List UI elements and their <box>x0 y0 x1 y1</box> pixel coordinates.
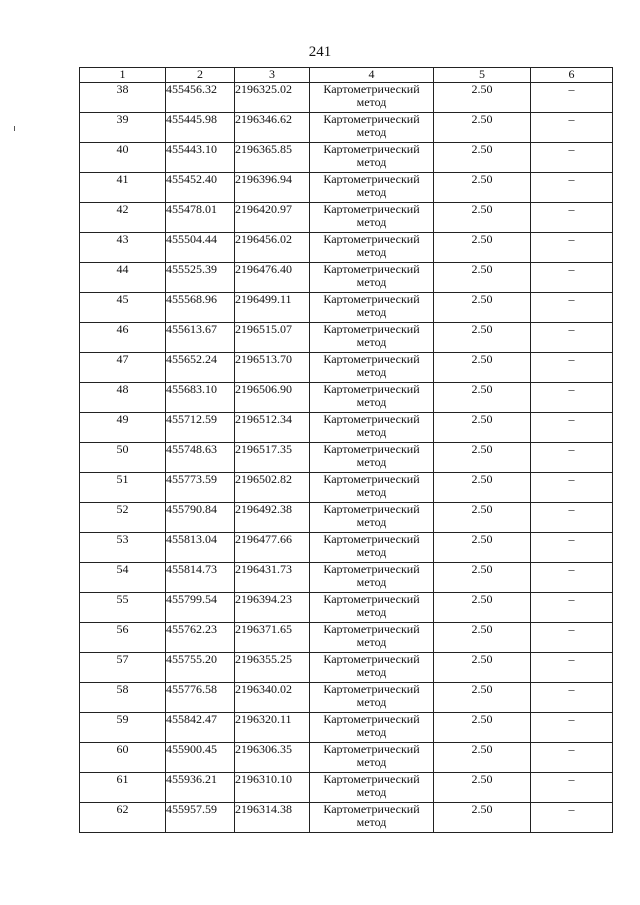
coordinate-x: 455456.32 <box>166 83 235 113</box>
method-line-1: Картометрический <box>323 322 420 336</box>
note-dash: – <box>531 113 613 143</box>
method-line-2: метод <box>356 275 387 289</box>
method-line-1: Картометрический <box>323 802 420 816</box>
note-dash: – <box>531 323 613 353</box>
table-row <box>80 113 613 143</box>
table-body <box>80 83 613 833</box>
method-line-2: метод <box>356 95 387 109</box>
coordinate-x: 455525.39 <box>166 263 235 293</box>
coordinate-x: 455445.98 <box>166 113 235 143</box>
table-row <box>80 713 613 743</box>
method-cell <box>310 743 434 773</box>
coordinate-x: 455813.04 <box>166 533 235 563</box>
method-line-2: метод <box>356 755 387 769</box>
note-dash: – <box>531 473 613 503</box>
coordinate-x: 455712.59 <box>166 413 235 443</box>
point-number: 40 <box>80 143 166 173</box>
table-row <box>80 203 613 233</box>
method-line-1: Картометрический <box>323 622 420 636</box>
coordinate-x: 455776.58 <box>166 683 235 713</box>
table-row <box>80 323 613 353</box>
method-cell <box>310 173 434 203</box>
coordinate-x: 455936.21 <box>166 773 235 803</box>
method-cell <box>310 713 434 743</box>
note-dash: – <box>531 653 613 683</box>
coordinate-x: 455957.59 <box>166 803 235 833</box>
note-dash: – <box>531 203 613 233</box>
accuracy-value: 2.50 <box>434 263 531 293</box>
table-row <box>80 413 613 443</box>
method-line-2: метод <box>356 695 387 709</box>
point-number: 39 <box>80 113 166 143</box>
note-dash: – <box>531 353 613 383</box>
method-line-1: Картометрический <box>323 712 420 726</box>
table-row <box>80 143 613 173</box>
note-dash: – <box>531 443 613 473</box>
method-line-1: Картометрический <box>323 352 420 366</box>
coordinate-y: 2196396.94 <box>235 173 310 203</box>
table-row <box>80 473 613 503</box>
coordinate-y: 2196477.66 <box>235 533 310 563</box>
accuracy-value: 2.50 <box>434 473 531 503</box>
method-cell <box>310 593 434 623</box>
method-cell <box>310 233 434 263</box>
method-line-2: метод <box>356 305 387 319</box>
point-number: 52 <box>80 503 166 533</box>
table-row <box>80 173 613 203</box>
accuracy-value: 2.50 <box>434 143 531 173</box>
point-number: 57 <box>80 653 166 683</box>
table-row <box>80 383 613 413</box>
method-line-2: метод <box>356 155 387 169</box>
point-number: 62 <box>80 803 166 833</box>
column-header-accuracy: 5 <box>434 68 531 83</box>
coordinate-x: 455755.20 <box>166 653 235 683</box>
coordinate-x: 455748.63 <box>166 443 235 473</box>
note-dash: – <box>531 173 613 203</box>
method-line-2: метод <box>356 395 387 409</box>
note-dash: – <box>531 743 613 773</box>
point-number: 53 <box>80 533 166 563</box>
method-cell <box>310 683 434 713</box>
note-dash: – <box>531 413 613 443</box>
point-number: 50 <box>80 443 166 473</box>
coordinate-x: 455842.47 <box>166 713 235 743</box>
coordinate-y: 2196420.97 <box>235 203 310 233</box>
table-row <box>80 743 613 773</box>
method-cell <box>310 383 434 413</box>
accuracy-value: 2.50 <box>434 713 531 743</box>
method-cell <box>310 293 434 323</box>
method-line-1: Картометрический <box>323 472 420 486</box>
point-number: 51 <box>80 473 166 503</box>
coordinate-x: 455900.45 <box>166 743 235 773</box>
coordinate-x: 455568.96 <box>166 293 235 323</box>
method-cell <box>310 503 434 533</box>
note-dash: – <box>531 683 613 713</box>
note-dash: – <box>531 533 613 563</box>
coordinate-y: 2196355.25 <box>235 653 310 683</box>
coordinate-y: 2196365.85 <box>235 143 310 173</box>
note-dash: – <box>531 593 613 623</box>
accuracy-value: 2.50 <box>434 623 531 653</box>
method-line-2: метод <box>356 425 387 439</box>
accuracy-value: 2.50 <box>434 533 531 563</box>
table-row <box>80 353 613 383</box>
method-line-2: метод <box>356 605 387 619</box>
method-line-1: Картометрический <box>323 682 420 696</box>
accuracy-value: 2.50 <box>434 413 531 443</box>
method-line-2: метод <box>356 365 387 379</box>
table-row <box>80 563 613 593</box>
method-cell <box>310 203 434 233</box>
coordinate-x: 455443.10 <box>166 143 235 173</box>
point-number: 55 <box>80 593 166 623</box>
column-header-y: 3 <box>235 68 310 83</box>
method-line-1: Картометрический <box>323 742 420 756</box>
method-cell <box>310 773 434 803</box>
accuracy-value: 2.50 <box>434 683 531 713</box>
method-cell <box>310 653 434 683</box>
point-number: 43 <box>80 233 166 263</box>
table-row <box>80 533 613 563</box>
table-row <box>80 623 613 653</box>
accuracy-value: 2.50 <box>434 503 531 533</box>
coordinate-x: 455504.44 <box>166 233 235 263</box>
coordinate-y: 2196515.07 <box>235 323 310 353</box>
table-row <box>80 593 613 623</box>
coordinate-y: 2196456.02 <box>235 233 310 263</box>
note-dash: – <box>531 773 613 803</box>
accuracy-value: 2.50 <box>434 443 531 473</box>
method-cell <box>310 623 434 653</box>
coordinate-x: 455762.23 <box>166 623 235 653</box>
accuracy-value: 2.50 <box>434 233 531 263</box>
accuracy-value: 2.50 <box>434 323 531 353</box>
method-cell <box>310 113 434 143</box>
method-line-1: Картометрический <box>323 442 420 456</box>
method-line-2: метод <box>356 665 387 679</box>
coordinate-y: 2196431.73 <box>235 563 310 593</box>
accuracy-value: 2.50 <box>434 563 531 593</box>
note-dash: – <box>531 803 613 833</box>
coordinate-x: 455814.73 <box>166 563 235 593</box>
method-cell <box>310 83 434 113</box>
table-row <box>80 263 613 293</box>
method-line-1: Картометрический <box>323 772 420 786</box>
scan-mark <box>14 126 15 131</box>
table-row <box>80 653 613 683</box>
method-cell <box>310 563 434 593</box>
table-row <box>80 233 613 263</box>
method-line-2: метод <box>356 125 387 139</box>
method-line-1: Картометрический <box>323 142 420 156</box>
point-number: 49 <box>80 413 166 443</box>
method-line-1: Картометрический <box>323 262 420 276</box>
coordinate-x: 455478.01 <box>166 203 235 233</box>
accuracy-value: 2.50 <box>434 83 531 113</box>
point-number: 46 <box>80 323 166 353</box>
method-line-1: Картометрический <box>323 652 420 666</box>
method-line-1: Картометрический <box>323 502 420 516</box>
table-header-row <box>80 68 613 83</box>
point-number: 60 <box>80 743 166 773</box>
accuracy-value: 2.50 <box>434 173 531 203</box>
method-line-2: метод <box>356 575 387 589</box>
point-number: 45 <box>80 293 166 323</box>
coordinate-y: 2196306.35 <box>235 743 310 773</box>
point-number: 48 <box>80 383 166 413</box>
point-number: 44 <box>80 263 166 293</box>
coordinate-y: 2196394.23 <box>235 593 310 623</box>
coordinate-x: 455773.59 <box>166 473 235 503</box>
method-line-1: Картометрический <box>323 292 420 306</box>
coordinate-y: 2196371.65 <box>235 623 310 653</box>
table-row <box>80 293 613 323</box>
method-line-1: Картометрический <box>323 82 420 96</box>
method-line-2: метод <box>356 215 387 229</box>
method-cell <box>310 473 434 503</box>
point-number: 47 <box>80 353 166 383</box>
method-line-1: Картометрический <box>323 562 420 576</box>
coordinate-x: 455613.67 <box>166 323 235 353</box>
column-header-number: 1 <box>80 68 166 83</box>
coordinate-y: 2196492.38 <box>235 503 310 533</box>
note-dash: – <box>531 233 613 263</box>
method-line-2: метод <box>356 515 387 529</box>
method-cell <box>310 323 434 353</box>
point-number: 54 <box>80 563 166 593</box>
table-row <box>80 773 613 803</box>
coordinate-y: 2196476.40 <box>235 263 310 293</box>
coordinate-y: 2196314.38 <box>235 803 310 833</box>
method-line-2: метод <box>356 635 387 649</box>
coordinate-y: 2196517.35 <box>235 443 310 473</box>
method-cell <box>310 143 434 173</box>
coordinate-y: 2196512.34 <box>235 413 310 443</box>
method-line-2: метод <box>356 725 387 739</box>
coordinates-table <box>79 67 613 833</box>
method-cell <box>310 443 434 473</box>
method-line-2: метод <box>356 185 387 199</box>
table-row <box>80 683 613 713</box>
note-dash: – <box>531 503 613 533</box>
table-row <box>80 503 613 533</box>
coordinate-y: 2196325.02 <box>235 83 310 113</box>
point-number: 59 <box>80 713 166 743</box>
method-line-1: Картометрический <box>323 412 420 426</box>
coordinate-y: 2196499.11 <box>235 293 310 323</box>
method-line-1: Картометрический <box>323 172 420 186</box>
method-line-2: метод <box>356 455 387 469</box>
accuracy-value: 2.50 <box>434 653 531 683</box>
accuracy-value: 2.50 <box>434 293 531 323</box>
point-number: 42 <box>80 203 166 233</box>
method-line-2: метод <box>356 485 387 499</box>
method-cell <box>310 533 434 563</box>
column-header-method: 4 <box>310 68 434 83</box>
accuracy-value: 2.50 <box>434 353 531 383</box>
coordinate-y: 2196310.10 <box>235 773 310 803</box>
note-dash: – <box>531 83 613 113</box>
note-dash: – <box>531 143 613 173</box>
point-number: 56 <box>80 623 166 653</box>
note-dash: – <box>531 263 613 293</box>
table-row <box>80 803 613 833</box>
table-row <box>80 83 613 113</box>
coordinate-x: 455799.54 <box>166 593 235 623</box>
coordinate-x: 455652.24 <box>166 353 235 383</box>
coordinate-y: 2196320.11 <box>235 713 310 743</box>
column-header-x: 2 <box>166 68 235 83</box>
accuracy-value: 2.50 <box>434 773 531 803</box>
accuracy-value: 2.50 <box>434 113 531 143</box>
note-dash: – <box>531 623 613 653</box>
method-line-1: Картометрический <box>323 202 420 216</box>
note-dash: – <box>531 563 613 593</box>
note-dash: – <box>531 383 613 413</box>
method-line-1: Картометрический <box>323 592 420 606</box>
method-line-2: метод <box>356 245 387 259</box>
point-number: 58 <box>80 683 166 713</box>
method-line-1: Картометрический <box>323 112 420 126</box>
point-number: 61 <box>80 773 166 803</box>
method-line-2: метод <box>356 815 387 829</box>
method-line-1: Картометрический <box>323 532 420 546</box>
method-cell <box>310 803 434 833</box>
page-number: 241 <box>308 44 332 60</box>
coordinate-x: 455452.40 <box>166 173 235 203</box>
coordinate-x: 455790.84 <box>166 503 235 533</box>
accuracy-value: 2.50 <box>434 383 531 413</box>
accuracy-value: 2.50 <box>434 803 531 833</box>
method-line-2: метод <box>356 785 387 799</box>
note-dash: – <box>531 713 613 743</box>
point-number: 41 <box>80 173 166 203</box>
method-line-1: Картометрический <box>323 232 420 246</box>
accuracy-value: 2.50 <box>434 593 531 623</box>
accuracy-value: 2.50 <box>434 203 531 233</box>
method-cell <box>310 263 434 293</box>
coordinate-x: 455683.10 <box>166 383 235 413</box>
method-cell <box>310 353 434 383</box>
coordinate-y: 2196346.62 <box>235 113 310 143</box>
method-cell <box>310 413 434 443</box>
method-line-2: метод <box>356 335 387 349</box>
coordinate-y: 2196506.90 <box>235 383 310 413</box>
accuracy-value: 2.50 <box>434 743 531 773</box>
column-header-note: 6 <box>531 68 613 83</box>
coordinate-y: 2196502.82 <box>235 473 310 503</box>
coordinate-y: 2196340.02 <box>235 683 310 713</box>
table-row <box>80 443 613 473</box>
method-line-1: Картометрический <box>323 382 420 396</box>
method-line-2: метод <box>356 545 387 559</box>
note-dash: – <box>531 293 613 323</box>
coordinate-y: 2196513.70 <box>235 353 310 383</box>
point-number: 38 <box>80 83 166 113</box>
